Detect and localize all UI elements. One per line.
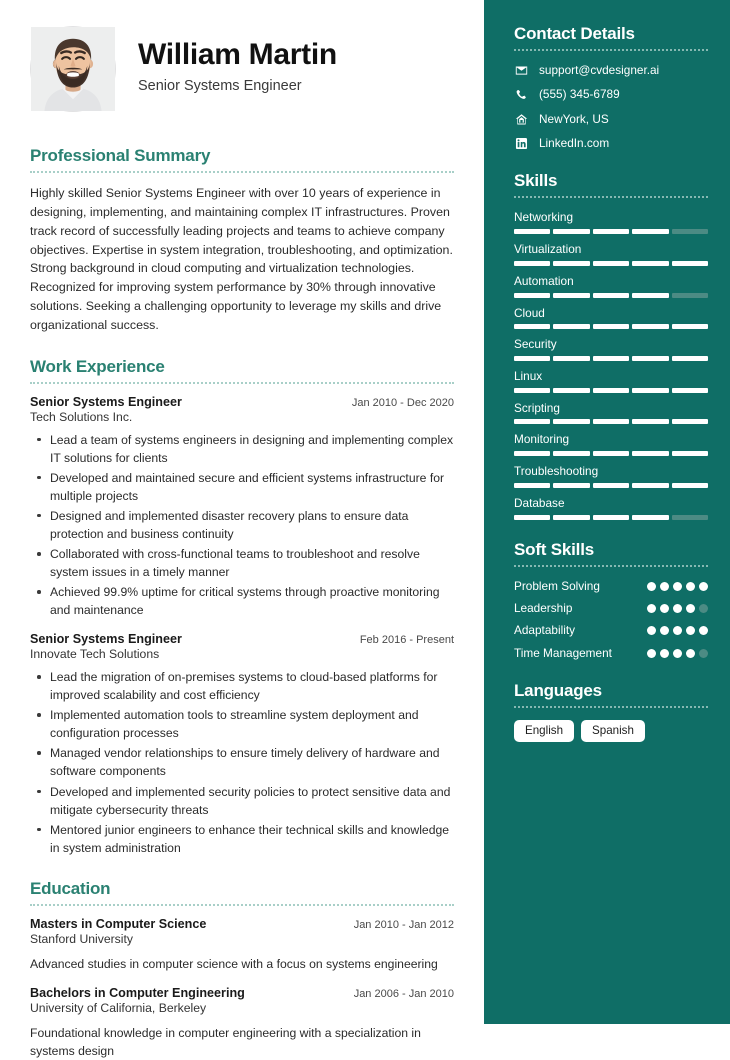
rating-dot [699,604,708,613]
skill-bar-segment [593,419,629,424]
language-badge: Spanish [581,720,645,742]
rating-dot [660,604,669,613]
skill-bar-segment [632,324,668,329]
contact-text: (555) 345-6789 [539,87,620,102]
skill-bar-segment [553,419,589,424]
soft-skill-rating [647,579,708,591]
skill-bar-segment [632,356,668,361]
list-item: Developed and implemented security policies to protect sensitive data and mitigate cybersecurity threats [30,783,454,819]
list-item: Achieved 99.9% uptime for critical systems through proactive monitoring and maintenance [30,583,454,619]
section-contact-details [514,24,708,151]
entry-description: Foundational knowledge in computer engineering with a specialization in systems design [30,1025,421,1058]
skill-bar-segment [593,515,629,520]
skill-bar-segment [593,229,629,234]
entry-organization: Stanford University [30,931,133,946]
contact-text: support@cvdesigner.ai [539,63,660,77]
rating-dot [647,649,656,658]
section-professional-summary [30,146,454,335]
skill-bar-segment [672,419,708,424]
skill-item [514,242,708,266]
section-education [30,879,454,1060]
list-item: Collaborated with cross-functional teams to troubleshoot and resolve system issues in a timely manner [30,545,454,581]
entry-title: Senior Systems Engineer [30,394,182,409]
skill-bar-segment [514,419,550,424]
profile-photo-illustration [31,27,115,111]
skill-level-bar [514,324,708,329]
skill-item [514,432,708,456]
skill-bar-segment [553,229,589,234]
summary-text: Highly skilled Senior Systems Engineer with over 10 years of experience in designing, implementing, and maintaining complex IT infrastructures. Proven track record of successfully leading projects and teams to achieve company objectives. Expertise in system integration, troubleshooting, and optimization. Strong background in cloud computing and virtualization technologies. Recognized for improving system performance by 30% through innovative solutions. Seeking a challenging opportunity to leverage my skills and drive organizational success. [30,186,453,332]
skill-bar-segment [632,419,668,424]
section-soft-skills [514,540,708,661]
skill-bar-segment [514,293,550,298]
skill-bar-segment [593,483,629,488]
contact-list [514,63,708,151]
contact-item[interactable] [514,63,708,78]
soft-skill-item [514,601,708,616]
skill-bar-segment [514,356,550,361]
skill-bar-segment [553,356,589,361]
work-entry [30,632,454,856]
contact-item[interactable] [514,136,708,151]
list-item: Mentored junior engineers to enhance their technical skills and knowledge in system administration [30,821,454,857]
rating-dot [647,626,656,635]
home-icon [514,112,528,126]
skill-level-bar [514,451,708,456]
rating-dot [660,582,669,591]
skill-bar-segment [553,293,589,298]
skill-bar-segment [632,229,668,234]
skill-bar-segment [514,483,550,488]
rating-dot [673,604,682,613]
soft-skill-item [514,579,708,594]
entry-header [30,986,454,1000]
skill-item [514,464,708,488]
entry-description: Advanced studies in computer science with a focus on systems engineering [30,956,438,971]
skill-level-bar [514,356,708,361]
list-item: Designed and implemented disaster recovery plans to ensure data protection and business continuity [30,507,454,543]
list-item: Lead a team of systems engineers in designing and implementing complex IT solutions for clients [30,431,454,467]
skill-bar-segment [672,229,708,234]
rating-dot [686,626,695,635]
section-work-experience [30,357,454,857]
skill-bar-segment [632,451,668,456]
education-heading: Education [30,878,111,898]
envelope-icon [514,64,528,78]
rating-dot [699,649,708,658]
skill-label: Virtualization [514,242,582,257]
resume-header [30,26,454,112]
skill-bar-segment [672,293,708,298]
skill-item [514,401,708,425]
languages-list [514,720,708,742]
entry-organization: Tech Solutions Inc. [30,409,133,424]
work-entry [30,395,454,619]
sidebar [484,0,730,1024]
skill-bar-segment [553,388,589,393]
entry-title: Bachelors in Computer Engineering [30,985,245,1000]
skill-label: Scripting [514,400,560,415]
skill-bar-segment [593,261,629,266]
section-skills [514,171,708,519]
skill-label: Networking [514,210,574,225]
job-title: Senior Systems Engineer [138,77,302,94]
entry-date: Feb 2016 - Present [359,634,454,647]
entry-organization: Innovate Tech Solutions [30,647,160,662]
skill-item [514,369,708,393]
entry-header [30,632,454,646]
avatar [30,26,116,112]
contact-heading: Contact Details [514,24,635,43]
entry-bullet-list [30,431,454,619]
skill-level-bar [514,229,708,234]
list-item: Implemented automation tools to streamline system deployment and configuration processes [30,706,454,742]
skill-label: Automation [514,273,574,288]
skill-level-bar [514,293,708,298]
skill-item [514,274,708,298]
linkedin-icon [514,137,528,151]
rating-dot [699,626,708,635]
divider [30,171,454,173]
soft-skill-label: Leadership [514,600,573,615]
rating-dot [660,649,669,658]
rating-dot [673,582,682,591]
rating-dot [699,582,708,591]
skill-bar-segment [553,324,589,329]
skill-label: Troubleshooting [514,464,599,479]
skill-label: Linux [514,368,543,383]
rating-dot [686,604,695,613]
contact-text: LinkedIn.com [539,135,610,150]
skills-list [514,210,708,519]
skill-bar-segment [672,388,708,393]
skill-level-bar [514,483,708,488]
skill-bar-segment [632,515,668,520]
skill-bar-segment [514,451,550,456]
soft-skill-rating [647,601,708,613]
skill-bar-segment [514,229,550,234]
skill-bar-segment [514,388,550,393]
skill-bar-segment [553,261,589,266]
entry-title: Senior Systems Engineer [30,632,182,647]
education-entry-list [30,917,454,1060]
page-title: William Martin [138,38,337,72]
skill-bar-segment [514,515,550,520]
skill-level-bar [514,419,708,424]
skill-bar-segment [672,356,708,361]
divider [30,904,454,906]
rating-dot [647,604,656,613]
skill-label: Monitoring [514,432,570,447]
work-heading: Work Experience [30,356,165,376]
skill-bar-segment [672,324,708,329]
skill-bar-segment [632,261,668,266]
skill-bar-segment [514,324,550,329]
rating-dot [647,582,656,591]
skills-heading: Skills [514,171,558,191]
skill-label: Cloud [514,305,545,320]
soft-skills-list [514,579,708,661]
skill-bar-segment [632,388,668,393]
skill-bar-segment [672,515,708,520]
education-entry [30,986,454,1060]
entry-date: Jan 2010 - Jan 2012 [353,918,454,931]
list-item: Lead the migration of on-premises systems to cloud-based platforms for improved scalability and cost efficiency [30,668,454,704]
soft-skill-rating [647,646,708,658]
skill-level-bar [514,261,708,266]
entry-header [30,917,454,931]
skill-bar-segment [553,483,589,488]
divider [514,196,708,198]
divider [514,49,708,51]
entry-header [30,395,454,409]
skill-level-bar [514,388,708,393]
rating-dot [673,649,682,658]
skill-label: Database [514,495,565,510]
skill-label: Security [514,337,557,352]
skill-item [514,210,708,234]
entry-date: Jan 2010 - Dec 2020 [351,396,454,409]
skill-bar-segment [553,451,589,456]
soft-skills-heading: Soft Skills [514,539,594,559]
skill-bar-segment [632,483,668,488]
skill-item [514,337,708,361]
rating-dot [673,626,682,635]
contact-item[interactable] [514,87,708,102]
soft-skill-label: Problem Solving [514,578,600,593]
skill-bar-segment [593,388,629,393]
skill-bar-segment [553,515,589,520]
skill-bar-segment [593,451,629,456]
entry-title: Masters in Computer Science [30,916,207,931]
identity-block [138,38,337,99]
skill-bar-segment [593,293,629,298]
soft-skill-item [514,623,708,638]
list-item: Managed vendor relationships to ensure timely delivery of hardware and software components [30,744,454,780]
soft-skill-label: Adaptability [514,623,575,638]
divider [30,382,454,384]
work-entry-list [30,395,454,857]
list-item: Developed and maintained secure and efficient systems infrastructure for multiple projects [30,469,454,505]
soft-skill-label: Time Management [514,645,612,660]
rating-dot [660,626,669,635]
soft-skill-rating [647,623,708,635]
skill-bar-segment [593,324,629,329]
entry-organization: University of California, Berkeley [30,1000,207,1015]
languages-heading: Languages [514,680,602,700]
divider [514,565,708,567]
entry-bullet-list [30,668,454,856]
summary-heading: Professional Summary [30,146,211,165]
contact-text: NewYork, US [539,111,609,126]
section-languages [514,681,708,742]
skill-item [514,496,708,520]
skill-item [514,306,708,330]
education-entry [30,917,454,973]
skill-bar-segment [672,451,708,456]
skill-bar-segment [632,293,668,298]
skill-bar-segment [593,356,629,361]
skill-level-bar [514,515,708,520]
skill-bar-segment [514,261,550,266]
skill-bar-segment [672,261,708,266]
soft-skill-item [514,646,708,661]
rating-dot [686,582,695,591]
rating-dot [686,649,695,658]
language-badge: English [514,720,574,742]
skill-bar-segment [672,483,708,488]
phone-icon [514,88,528,102]
entry-date: Jan 2006 - Jan 2010 [353,987,454,1000]
divider [514,706,708,708]
contact-item[interactable] [514,112,708,127]
